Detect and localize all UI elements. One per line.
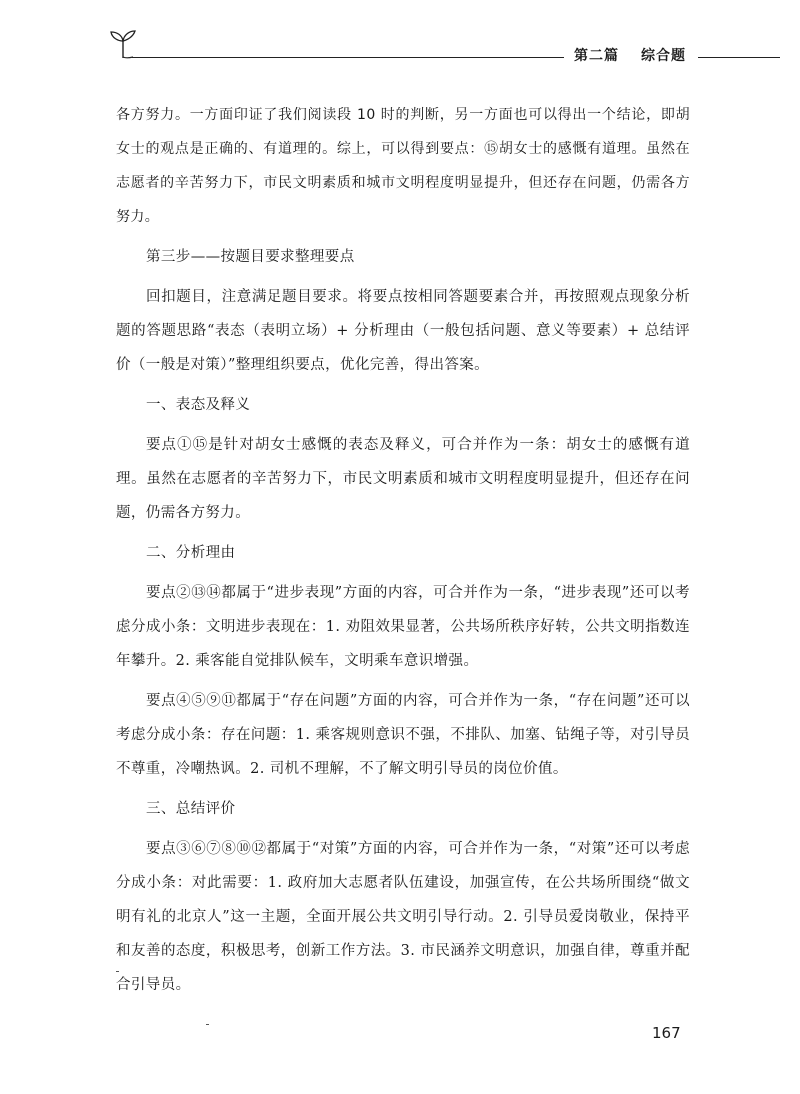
paragraph-problems: 要点④⑤⑨⑪都属于“存在问题”方面的内容，可合并作为一条，“存在问题”还可以考虑分成小条：存在问题：1. 乘客规则意识不强，不排队、加塞、钻绳子等，对引导员不尊重，冷嘲热讽。2. 司机不理解，不了解文明引导员的岗位价值。	[116, 693, 690, 777]
paragraph-progress: 要点②⑬⑭都属于“进步表现”方面的内容，可合并作为一条，“进步表现”还可以考虑分成小条：文明进步表现在：1. 劝阻效果显著，公共场所秩序好转，公共文明指数连年攀升。2. 乘客能自觉排队候车，文明乘车意识增强。	[116, 585, 690, 669]
section-heading-evaluation: 三、总结评价	[146, 801, 236, 817]
section-heading-stance: 一、表态及释义	[146, 397, 251, 413]
page-number: 167	[652, 1024, 681, 1042]
section-heading-reasons: 二、分析理由	[146, 545, 236, 561]
paragraph-instructions: 回扣题目，注意满足题目要求。将要点按相同答题要素合并，再按照观点现象分析题的答题思路“表态（表明立场）+ 分析理由（一般包括问题、意义等要素）+ 总结评价（一般是对策）”整理组织要点，优化完善，得出答案。	[116, 289, 690, 373]
scan-speck	[116, 971, 119, 972]
paragraph-continuation: 各方努力。一方面印证了我们阅读段 10 时的判断，另一方面也可以得出一个结论，即胡女士的观点是正确的、有道理的。综上，可以得到要点：⑮胡女士的感慨有道理。虽然在志愿者的辛苦努力下，市民文明素质和城市文明程度明显提升，但还存在问题，仍需各方努力。	[116, 107, 690, 225]
page-header	[0, 0, 800, 80]
paragraph-stance: 要点①⑮是针对胡女士感慨的表态及释义，可合并作为一条：胡女士的感慨有道理。虽然在志愿者的辛苦努力下，市民文明素质和城市文明程度明显提升，但还存在问题，仍需各方努力。	[116, 437, 690, 521]
part-label: 第二篇	[574, 48, 619, 64]
step-heading: 第三步——按题目要求整理要点	[146, 249, 355, 265]
scan-speck	[206, 1024, 209, 1025]
sprout-icon	[108, 28, 138, 60]
header-rule-left	[132, 57, 564, 58]
section-label: 综合题	[641, 48, 686, 64]
paragraph-countermeasures: 要点③⑥⑦⑧⑩⑫都属于“对策”方面的内容，可合并作为一条，“对策”还可以考虑分成小条：对此需要：1. 政府加大志愿者队伍建设，加强宣传，在公共场所围绕“做文明有礼的北京人”这一主题，全面开展公共文明引导行动。2. 引导员爱岗敬业，保持平和友善的态度，积极思考，创新工作方法。3. 市民涵养文明意识，加强自律，尊重并配合引导员。	[116, 841, 690, 993]
header-rule-right	[698, 57, 780, 58]
page-body	[116, 98, 690, 1008]
